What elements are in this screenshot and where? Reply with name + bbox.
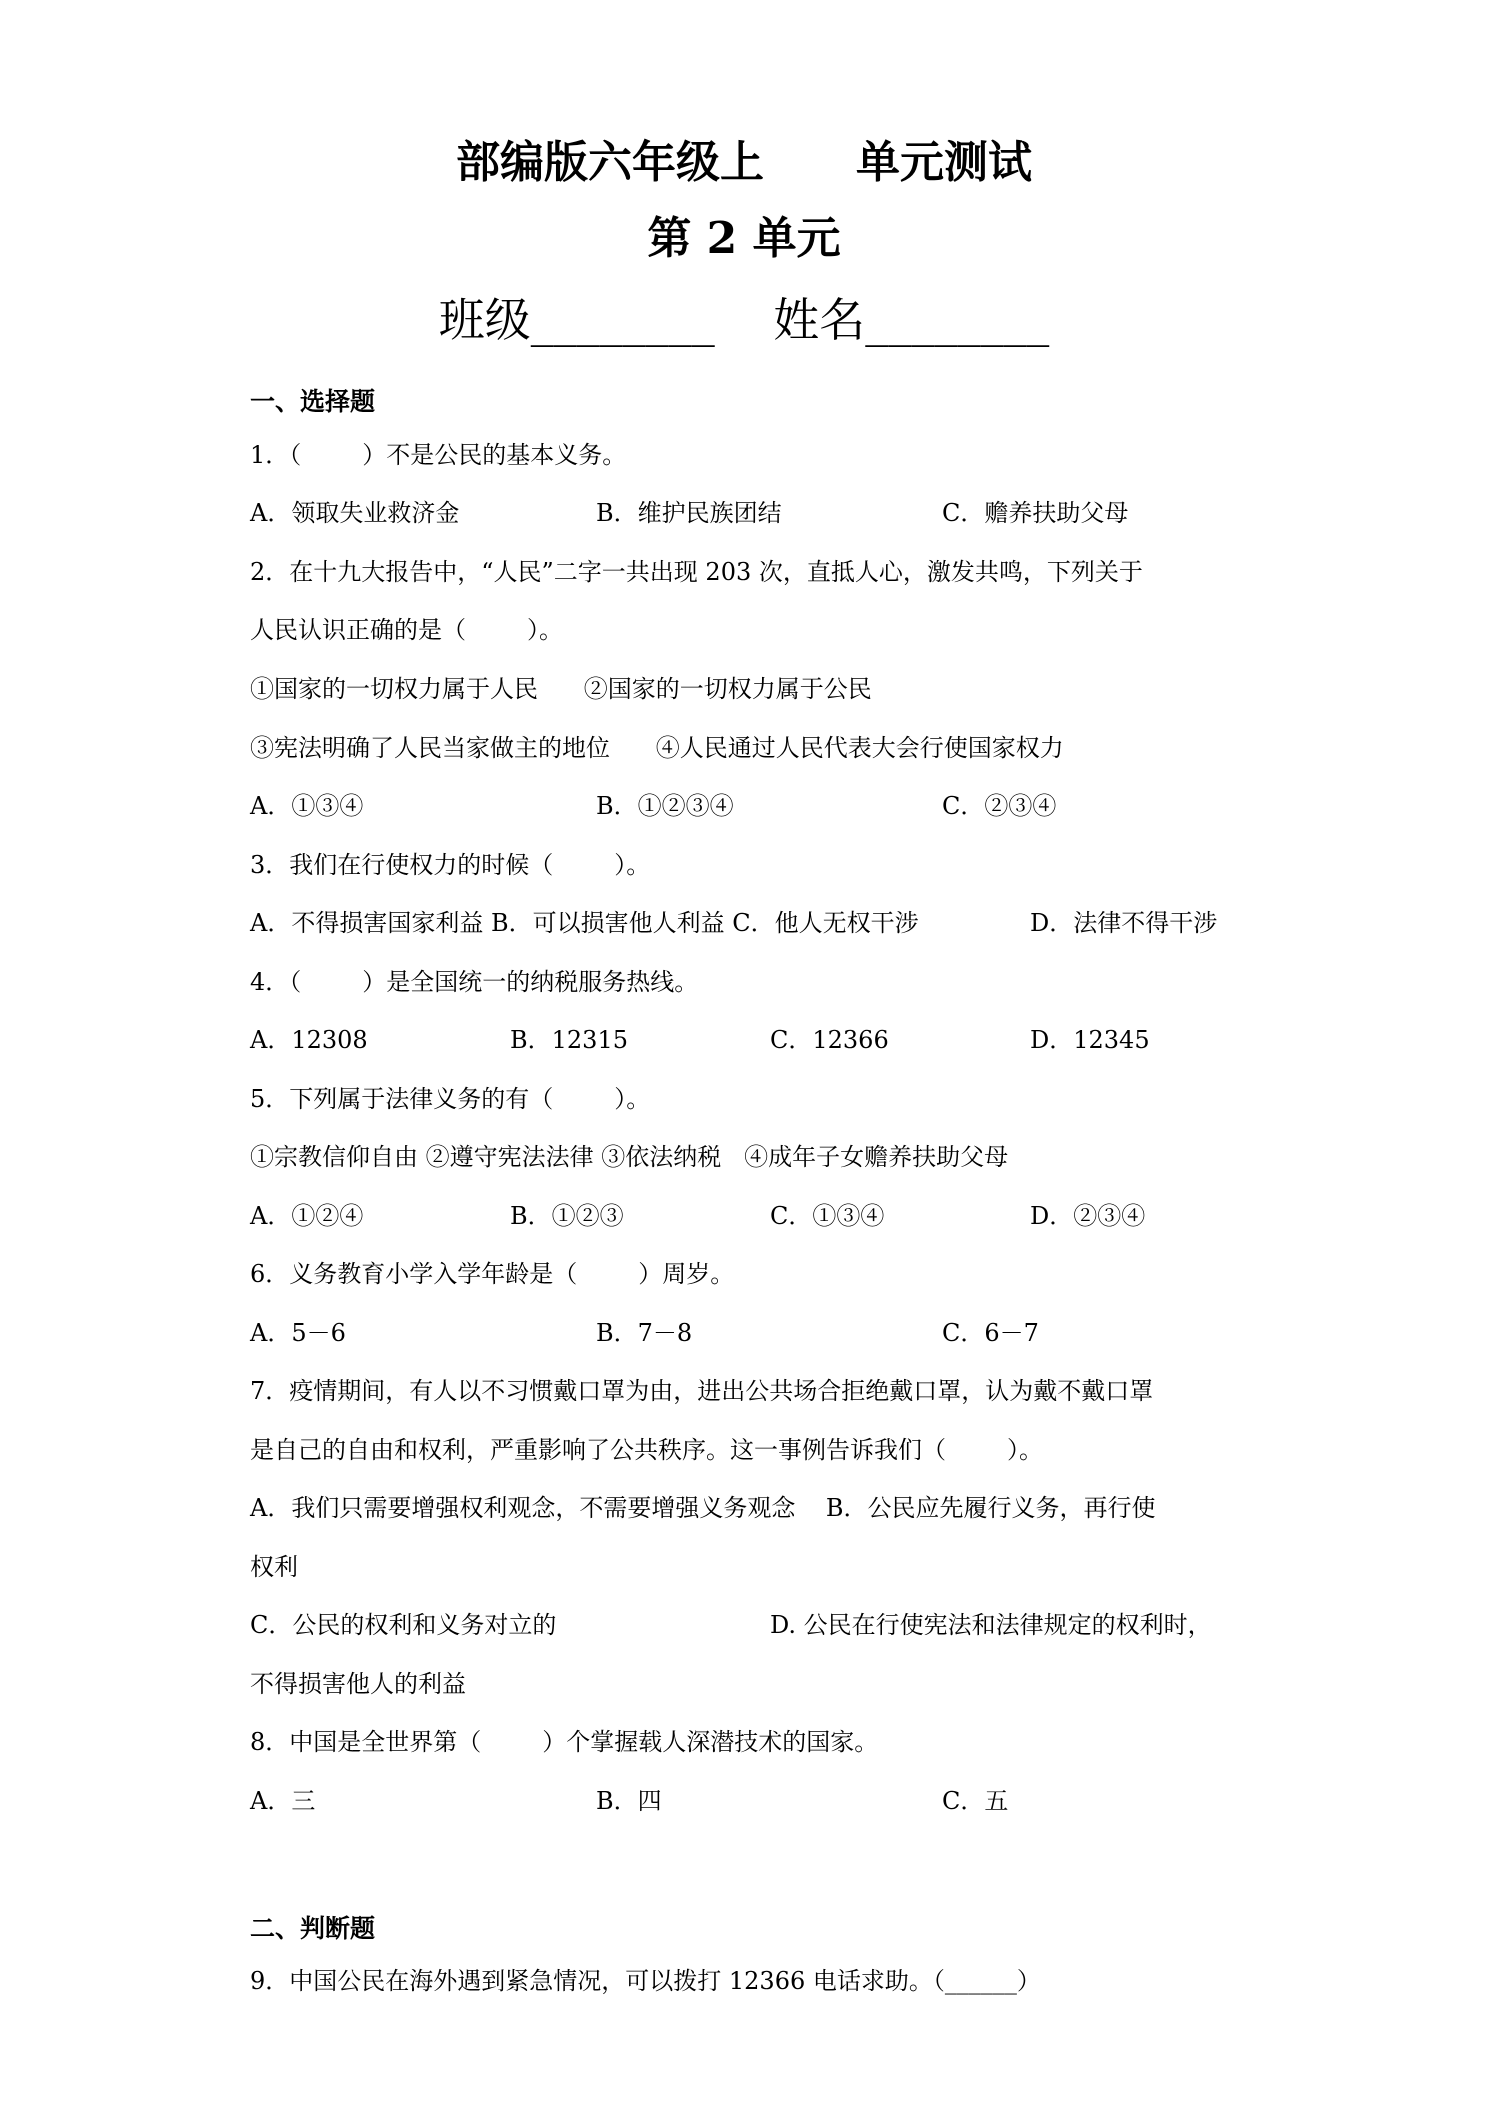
question-stem: 7．疫情期间，有人以不习惯戴口罩为由，进出公共场合拒绝戴口罩，认为戴不戴口罩	[250, 1377, 1154, 1405]
question-stem: 4．（ ）是全国统一的纳税服务热线。	[250, 968, 699, 996]
option-a: A．5－6	[250, 1319, 346, 1347]
option-c: C．赡养扶助父母	[942, 499, 1129, 527]
class-name-line: 班级________ 姓名________	[438, 293, 1050, 347]
option-b: B．12315	[510, 1026, 628, 1054]
question-statement: ①国家的一切权力属于人民 ②国家的一切权力属于公民	[250, 675, 872, 703]
option-b: B．维护民族团结	[596, 499, 782, 527]
question-stem: 3．我们在行使权力的时候（ ）。	[250, 851, 651, 879]
option-d: D．②③④	[1030, 1202, 1146, 1230]
option-c: C．五	[942, 1787, 1009, 1815]
option-a: A．①②④	[250, 1202, 364, 1230]
question-stem: 1．（ ）不是公民的基本义务。	[250, 441, 627, 469]
option-b: B．①②③④	[596, 792, 734, 820]
option-abc: A．不得损害国家利益 B．可以损害他人利益 C．他人无权干涉	[250, 909, 919, 937]
question-stem: 2．在十九大报告中，“人民”二字一共出现 203 次，直抵人心，激发共鸣，下列关于	[250, 558, 1143, 586]
option-b-continued: 权利	[250, 1553, 298, 1581]
option-b: B．四	[596, 1787, 662, 1815]
question-statement: ①宗教信仰自由 ②遵守宪法法律 ③依法纳税 ④成年子女赡养扶助父母	[250, 1143, 1009, 1171]
question-stem: 是自己的自由和权利，严重影响了公共秩序。这一事例告诉我们（ ）。	[250, 1436, 1044, 1464]
option-c: C．公民的权利和义务对立的	[250, 1611, 557, 1639]
exam-title: 部编版六年级上 单元测试	[456, 137, 1032, 188]
unit-title: 第 2 单元	[647, 213, 841, 264]
question-stem: 8．中国是全世界第（ ）个掌握载人深潜技术的国家。	[250, 1728, 879, 1756]
option-c: C．①③④	[770, 1202, 885, 1230]
option-a: A．①③④	[250, 792, 364, 820]
question-stem: 人民认识正确的是（ ）。	[250, 616, 564, 644]
section-heading-choice: 一、选择题	[250, 387, 376, 416]
option-a-b: A．我们只需要增强权利观念，不需要增强义务观念 B．公民应先履行义务，再行使	[250, 1494, 1156, 1522]
option-d-continued: 不得损害他人的利益	[250, 1670, 466, 1698]
option-d: D. 公民在行使宪法和法律规定的权利时，	[770, 1611, 1212, 1639]
option-b: B．①②③	[510, 1202, 624, 1230]
question-stem: 6．义务教育小学入学年龄是（ ）周岁。	[250, 1260, 735, 1288]
question-stem: 9．中国公民在海外遇到紧急情况，可以拨打 12366 电话求助。（______）	[250, 1967, 1041, 1995]
option-b: B．7－8	[596, 1319, 693, 1347]
option-d: D．12345	[1030, 1026, 1150, 1054]
section-heading-judgment: 二、判断题	[250, 1914, 376, 1943]
option-c: C．②③④	[942, 792, 1057, 820]
option-a: A．12308	[250, 1026, 368, 1054]
option-c: C．6－7	[942, 1319, 1039, 1347]
option-d: D．法律不得干涉	[1030, 909, 1218, 937]
option-a: A．三	[250, 1787, 316, 1815]
option-a: A．领取失业救济金	[250, 499, 460, 527]
question-stem: 5．下列属于法律义务的有（ ）。	[250, 1085, 651, 1113]
option-c: C．12366	[770, 1026, 889, 1054]
question-statement: ③宪法明确了人民当家做主的地位 ④人民通过人民代表大会行使国家权力	[250, 734, 1064, 762]
